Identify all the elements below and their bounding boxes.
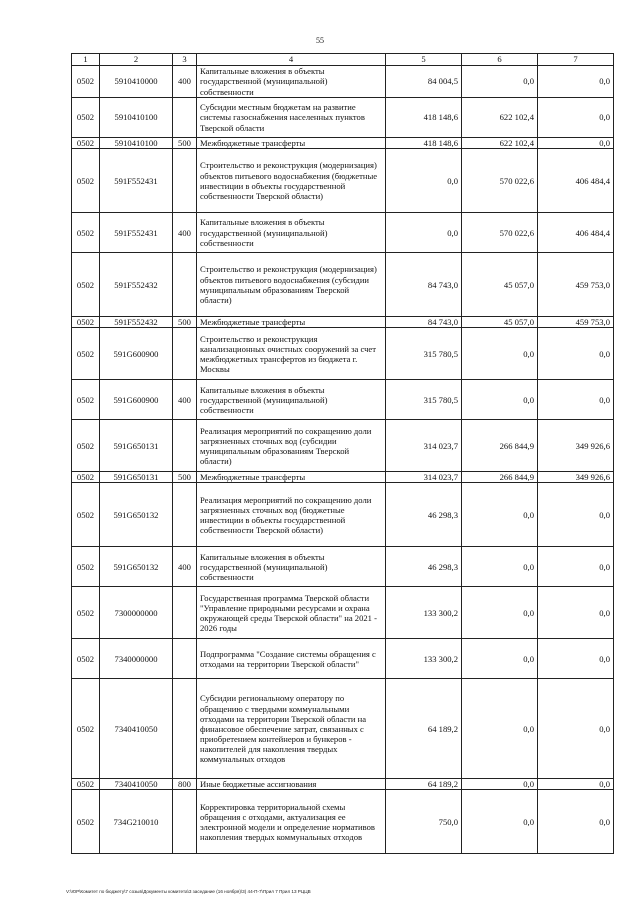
section-cell: 0502 <box>72 547 100 587</box>
amount-col6: 45 057,0 <box>462 253 538 317</box>
amount-col6: 266 844,9 <box>462 420 538 472</box>
target-code-cell: 591F552431 <box>100 149 173 213</box>
section-cell: 0502 <box>72 639 100 679</box>
amount-col5: 314 023,7 <box>386 472 462 483</box>
amount-col7: 0,0 <box>538 639 614 679</box>
section-cell: 0502 <box>72 472 100 483</box>
amount-col5: 0,0 <box>386 149 462 213</box>
amount-col7: 349 926,6 <box>538 420 614 472</box>
table-row <box>72 138 614 149</box>
amount-col7: 406 484,4 <box>538 213 614 253</box>
table-row <box>72 483 614 547</box>
section-cell: 0502 <box>72 213 100 253</box>
name-cell: Строительство и реконструкция канализационных очистных сооружений за счет межбюджетных трансфертов из бюджета г. Москвы <box>197 328 386 380</box>
name-cell: Реализация мероприятий по сокращению доли загрязненных сточных вод (субсидии муниципальным образованиям Тверской области) <box>197 420 386 472</box>
page-number: 55 <box>316 36 324 45</box>
amount-col7: 0,0 <box>538 790 614 854</box>
table-row <box>72 328 614 380</box>
table-row <box>72 679 614 779</box>
target-code-cell: 591G650131 <box>100 420 173 472</box>
column-header: 6 <box>462 54 538 66</box>
amount-col5: 314 023,7 <box>386 420 462 472</box>
table-row <box>72 66 614 98</box>
name-cell: Иные бюджетные ассигнования <box>197 779 386 790</box>
name-cell: Субсидии местным бюджетам на развитие системы газоснабжения населенных пунктов Тверской области <box>197 98 386 138</box>
target-code-cell: 591F552431 <box>100 213 173 253</box>
section-cell: 0502 <box>72 779 100 790</box>
expense-type-cell <box>173 483 197 547</box>
table-row <box>72 213 614 253</box>
target-code-cell: 591F552432 <box>100 317 173 328</box>
amount-col6: 0,0 <box>462 587 538 639</box>
amount-col7: 0,0 <box>538 380 614 420</box>
amount-col6: 0,0 <box>462 328 538 380</box>
amount-col5: 84 743,0 <box>386 317 462 328</box>
section-cell: 0502 <box>72 420 100 472</box>
amount-col7: 0,0 <box>538 679 614 779</box>
name-cell: Капитальные вложения в объекты государственной (муниципальной) собственности <box>197 380 386 420</box>
target-code-cell: 7340000000 <box>100 639 173 679</box>
name-cell: Корректировка территориальной схемы обращения с отходами, актуализация ее электронной модели и определение нормативов накопления твердых коммунальных отходов <box>197 790 386 854</box>
amount-col6: 0,0 <box>462 639 538 679</box>
table-row <box>72 779 614 790</box>
amount-col7: 0,0 <box>538 587 614 639</box>
column-header: 4 <box>197 54 386 66</box>
name-cell: Строительство и реконструкция (модернизация) объектов питьевого водоснабжения (субсидии муниципальным образованиям Тверской области) <box>197 253 386 317</box>
name-cell: Межбюджетные трансферты <box>197 138 386 149</box>
section-cell: 0502 <box>72 328 100 380</box>
expense-type-cell <box>173 98 197 138</box>
amount-col6: 570 022,6 <box>462 213 538 253</box>
table-row <box>72 149 614 213</box>
section-cell: 0502 <box>72 587 100 639</box>
column-header: 5 <box>386 54 462 66</box>
expense-type-cell <box>173 639 197 679</box>
expense-type-cell: 400 <box>173 66 197 98</box>
amount-col7: 0,0 <box>538 66 614 98</box>
target-code-cell: 7300000000 <box>100 587 173 639</box>
amount-col7: 406 484,4 <box>538 149 614 213</box>
amount-col5: 750,0 <box>386 790 462 854</box>
section-cell: 0502 <box>72 98 100 138</box>
amount-col7: 0,0 <box>538 547 614 587</box>
section-cell: 0502 <box>72 66 100 98</box>
expense-type-cell: 500 <box>173 472 197 483</box>
amount-col7: 459 753,0 <box>538 253 614 317</box>
amount-col7: 349 926,6 <box>538 472 614 483</box>
expense-type-cell: 500 <box>173 317 197 328</box>
name-cell: Капитальные вложения в объекты государственной (муниципальной) собственности <box>197 213 386 253</box>
file-path-footer: V:\ЮР\Комитет по бюджету\7 созыв\Документы комитета\3 заседание (16 ноября)\3) 44-П-7\Прил 7 Прил 13 РЦЦВ <box>66 889 311 894</box>
target-code-cell: 734G210010 <box>100 790 173 854</box>
amount-col6: 0,0 <box>462 679 538 779</box>
target-code-cell: 7340410050 <box>100 779 173 790</box>
amount-col5: 133 300,2 <box>386 587 462 639</box>
amount-col6: 0,0 <box>462 779 538 790</box>
amount-col6: 0,0 <box>462 66 538 98</box>
expense-type-cell <box>173 790 197 854</box>
expense-type-cell <box>173 149 197 213</box>
target-code-cell: 591G650132 <box>100 483 173 547</box>
amount-col6: 0,0 <box>462 380 538 420</box>
amount-col6: 45 057,0 <box>462 317 538 328</box>
amount-col5: 46 298,3 <box>386 483 462 547</box>
target-code-cell: 591G650132 <box>100 547 173 587</box>
expense-type-cell: 400 <box>173 380 197 420</box>
amount-col5: 64 189,2 <box>386 779 462 790</box>
table-row <box>72 790 614 854</box>
target-code-cell: 591G650131 <box>100 472 173 483</box>
expense-type-cell: 500 <box>173 138 197 149</box>
table-row <box>72 98 614 138</box>
target-code-cell: 5910410100 <box>100 98 173 138</box>
section-cell: 0502 <box>72 790 100 854</box>
budget-table <box>71 53 614 854</box>
amount-col7: 0,0 <box>538 779 614 790</box>
amount-col7: 0,0 <box>538 98 614 138</box>
column-header: 3 <box>173 54 197 66</box>
name-cell: Межбюджетные трансферты <box>197 317 386 328</box>
name-cell: Капитальные вложения в объекты государственной (муниципальной) собственности <box>197 547 386 587</box>
amount-col5: 84 743,0 <box>386 253 462 317</box>
column-number-row <box>72 54 614 66</box>
target-code-cell: 5910410100 <box>100 138 173 149</box>
expense-type-cell: 800 <box>173 779 197 790</box>
table-row <box>72 253 614 317</box>
amount-col6: 266 844,9 <box>462 472 538 483</box>
expense-type-cell <box>173 679 197 779</box>
name-cell: Капитальные вложения в объекты государственной (муниципальной) собственности <box>197 66 386 98</box>
column-header: 2 <box>100 54 173 66</box>
expense-type-cell <box>173 420 197 472</box>
amount-col7: 459 753,0 <box>538 317 614 328</box>
amount-col5: 64 189,2 <box>386 679 462 779</box>
table-body <box>72 66 614 854</box>
table-row <box>72 420 614 472</box>
name-cell: Подпрограмма "Создание системы обращения с отходами на территории Тверской области" <box>197 639 386 679</box>
amount-col5: 84 004,5 <box>386 66 462 98</box>
amount-col5: 0,0 <box>386 213 462 253</box>
name-cell: Реализация мероприятий по сокращению доли загрязненных сточных вод (бюджетные инвестиции в объекты государственной собственности Тверской области) <box>197 483 386 547</box>
table-row <box>72 472 614 483</box>
table-row <box>72 639 614 679</box>
name-cell: Государственная программа Тверской области "Управление природными ресурсами и охрана окружающей среды Тверской области" на 2021 - 2026 годы <box>197 587 386 639</box>
amount-col6: 570 022,6 <box>462 149 538 213</box>
expense-type-cell: 400 <box>173 547 197 587</box>
table-row <box>72 380 614 420</box>
section-cell: 0502 <box>72 138 100 149</box>
amount-col6: 622 102,4 <box>462 138 538 149</box>
expense-type-cell: 400 <box>173 213 197 253</box>
expense-type-cell <box>173 587 197 639</box>
amount-col7: 0,0 <box>538 483 614 547</box>
section-cell: 0502 <box>72 149 100 213</box>
name-cell: Межбюджетные трансферты <box>197 472 386 483</box>
expense-type-cell <box>173 328 197 380</box>
name-cell: Строительство и реконструкция (модернизация) объектов питьевого водоснабжения (бюджетные инвестиции в объекты государственной собственности Тверской области) <box>197 149 386 213</box>
table-row <box>72 587 614 639</box>
target-code-cell: 591F552432 <box>100 253 173 317</box>
table-row <box>72 317 614 328</box>
amount-col5: 418 148,6 <box>386 138 462 149</box>
section-cell: 0502 <box>72 483 100 547</box>
amount-col5: 133 300,2 <box>386 639 462 679</box>
target-code-cell: 7340410050 <box>100 679 173 779</box>
column-header: 7 <box>538 54 614 66</box>
expense-type-cell <box>173 253 197 317</box>
section-cell: 0502 <box>72 317 100 328</box>
column-header: 1 <box>72 54 100 66</box>
name-cell: Субсидии региональному оператору по обращению с твердыми коммунальными отходами на территории Тверской области на финансовое обеспечение затрат, связанных с приобретением контейнеров и бункеров - накопителей для накопления твердых коммунальных отходов <box>197 679 386 779</box>
amount-col6: 622 102,4 <box>462 98 538 138</box>
amount-col5: 315 780,5 <box>386 380 462 420</box>
target-code-cell: 591G600900 <box>100 380 173 420</box>
target-code-cell: 5910410000 <box>100 66 173 98</box>
section-cell: 0502 <box>72 380 100 420</box>
amount-col5: 418 148,6 <box>386 98 462 138</box>
amount-col5: 46 298,3 <box>386 547 462 587</box>
amount-col5: 315 780,5 <box>386 328 462 380</box>
amount-col6: 0,0 <box>462 547 538 587</box>
amount-col7: 0,0 <box>538 328 614 380</box>
section-cell: 0502 <box>72 679 100 779</box>
amount-col7: 0,0 <box>538 138 614 149</box>
table-row <box>72 547 614 587</box>
target-code-cell: 591G600900 <box>100 328 173 380</box>
amount-col6: 0,0 <box>462 483 538 547</box>
amount-col6: 0,0 <box>462 790 538 854</box>
section-cell: 0502 <box>72 253 100 317</box>
